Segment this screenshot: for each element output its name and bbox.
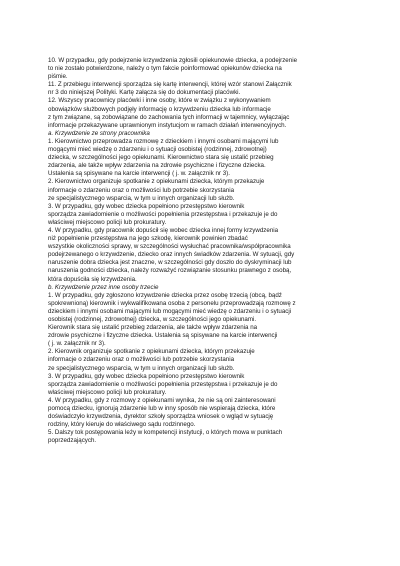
- text-line: informacje o zdarzeniu oraz o możliwości lub potrzebie skorzystania: [48, 356, 235, 364]
- text-line: wszystkie okoliczności sprawy, w szczególności wysłuchać pracownika/współpracownika: [48, 243, 291, 251]
- text-line: Ustalenia są spisywane na karcie interwencji ( j. w. załącznik nr 3).: [48, 170, 230, 178]
- text-line: podejrzewanego o krzywdzenie, dziecko oraz innych świadków zdarzenia. W sytuacji, gdy: [48, 251, 295, 259]
- section-heading: b. Krzywdzenie przez inne osoby trzecie: [48, 283, 159, 291]
- text-line: pomocą dziecku, ignorują zdarzenie lub w inny sposób nie wspierają dziecka, które: [48, 405, 276, 413]
- text-line: dzieckiem i innymi osobami mającymi lub mogącymi mieć wiedzę o zdarzeniu i o sytuacji: [48, 307, 292, 315]
- text-line: sporządza zawiadomienie o możliwości popełnienia przestępstwa i przekazuje je do: [48, 380, 278, 388]
- text-line: ze specjalistycznego wsparcia, w tym u innych organizacji lub służb.: [48, 364, 235, 372]
- text-line: 3. W przypadku, gdy wobec dziecka popełniono przestępstwo kierownik: [48, 202, 245, 210]
- text-line: właściwej miejscowo policji lub prokuratury.: [48, 218, 167, 226]
- text-line: obowiązków służbowych podjęły informację o krzywdzeniu dziecka lub informacje: [48, 105, 271, 113]
- text-line: 4. W przypadku, gdy pracownik dopuścił się wobec dziecka innej formy krzywdzenia: [48, 226, 279, 234]
- text-line: 2. Kierownik organizuje spotkanie z opiekunami dziecka, którym przekazuje: [48, 348, 255, 356]
- text-line: zdrowie psychiczne i fizyczne dziecka. Ustalenia są spisywane na karcie interwencji: [48, 332, 278, 340]
- text-line: 10. W przypadku, gdy podejrzenie krzywdzenia zgłosili opiekunowie dziecka, a podejrzenie: [48, 57, 298, 64]
- text-line: rodziny, który kieruje do właściwego sądu rodzinnego.: [48, 421, 196, 429]
- text-line: 4. W przypadku, gdy z rozmowy z opiekunami wynika, że nie są oni zainteresowani: [48, 396, 276, 404]
- text-line: z tym związane, są zobowiązane do zachowania tych informacji w tajemnicy, wyłączając: [48, 113, 290, 121]
- text-line: 1. W przypadku, gdy zgłoszono krzywdzenie dziecka przez osobę trzecią (obcą, bądź: [48, 291, 282, 299]
- text-line: ze specjalistycznego wsparcia, w tym u innych organizacji lub służb.: [48, 194, 235, 202]
- section-heading: a. Krzywdzenie ze strony pracownika: [48, 129, 150, 137]
- text-line: 12. Wszyscy pracownicy placówki i inne osoby, które w związku z wykonywaniem: [48, 97, 271, 105]
- text-line: naruszenia godności dziecka, należy rozważyć rozwiązanie stosunku prawnego z osobą,: [48, 267, 292, 275]
- text-line: 3. W przypadku, gdy wobec dziecka popełniono przestępstwo kierownik: [48, 372, 245, 380]
- text-line: dziecka, w szczególności jego opiekunami. Kierownictwo stara się ustalić przebieg: [48, 154, 274, 162]
- text-line: zdarzenia, ale także wpływ zdarzenia na zdrowie psychiczne i fizyczne dziecka.: [48, 162, 266, 170]
- text-line: Kierownik stara się ustalić przebieg zdarzenia, ale także wpływ zdarzenia na: [48, 324, 258, 332]
- text-line: która dopuściła się krzywdzenia.: [48, 275, 137, 283]
- text-line: naruszenie dobra dziecka jest znaczne, w szczególności gdy doszło do dyskryminacji lub: [48, 259, 292, 267]
- text-line: to nie zostało potwierdzone, należy o tym fakcie poinformować opiekunów dziecka na: [48, 65, 282, 73]
- text-line: 11. Z przebiegu interwencji sporządza się kartę interwencji, której wzór stanowi Załącznik: [48, 81, 292, 89]
- text-line: nr 3 do niniejszej Polityki. Kartę załącza się do dokumentacji placówki.: [48, 89, 241, 97]
- text-line: informacje przekazywane uprawnionym instytucjom w ramach działań interwencyjnych.: [48, 121, 287, 129]
- text-line: sporządza zawiadomienie o możliwości popełnienia przestępstwa i przekazuje je do: [48, 210, 278, 218]
- text-line: 1. Kierownictwo przeprowadza rozmowę z dzieckiem i innymi osobami mającymi lub: [48, 137, 279, 145]
- text-line: ( j. w. załącznik nr 3).: [48, 340, 106, 348]
- text-line: spokrewnioną) kierownik i wykwalifikowana osoba z personelu przeprowadzają rozmowę z: [48, 299, 296, 307]
- text-line: 2. Kierownictwo organizuje spotkanie z opiekunami dziecka, którym przekazuje: [48, 178, 265, 186]
- text-line: informacje o zdarzeniu oraz o możliwości lub potrzebie skorzystania: [48, 186, 235, 194]
- text-line: osobistej (rodzinnej, zdrowotnej) dziecka, w szczególności jego opiekunami.: [48, 316, 257, 323]
- text-line: niż popełnienie przestępstwa na jego szkodę, kierownik powinien zbadać: [48, 235, 248, 243]
- text-line: poprzedzających.: [48, 437, 97, 445]
- text-line: właściwej miejscowo policji lub prokuratury.: [48, 388, 167, 396]
- text-line: 5. Dalszy tok postępowania leży w kompetencji instytucji, o których mowa w punktach: [48, 429, 283, 437]
- text-line: doświadczyło krzywdzenia, dyrektor szkoły sporządza wniosek o wgląd w sytuację: [48, 413, 274, 421]
- text-line: mogącymi mieć wiedzę o zdarzeniu i o sytuacji osobistej (rodzinnej, zdrowotnej): [48, 146, 267, 154]
- text-line: piśmie.: [48, 73, 68, 81]
